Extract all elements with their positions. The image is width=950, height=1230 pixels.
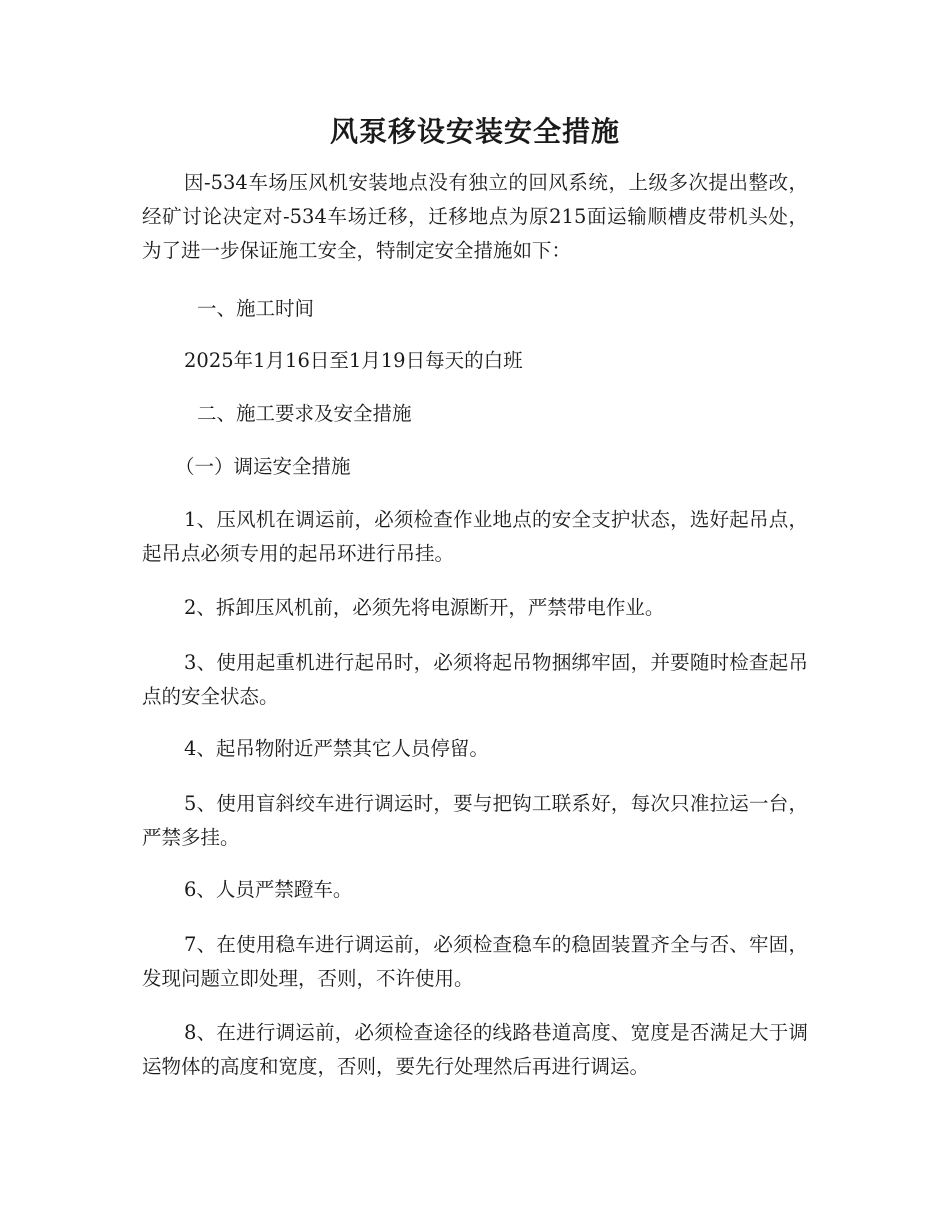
section-heading-requirements: 二、施工要求及安全措施 <box>197 402 412 425</box>
list-item: 1、压风机在调运前，必须检查作业地点的安全支护状态，选好起吊点，起吊点必须专用的起吊环进行吊挂。 <box>142 508 808 565</box>
list-item: 4、起吊物附近严禁其它人员停留。 <box>184 737 489 760</box>
list-item: 3、使用起重机进行起吊时，必须将起吊物捆绑牢固，并要随时检查起吊点的安全状态。 <box>142 651 808 708</box>
document-title: 风泵移设安装安全措施 <box>329 115 620 148</box>
schedule-text: 2025年1月16日至1月19日每天的白班 <box>184 349 523 372</box>
list-item: 2、拆卸压风机前，必须先将电源断开，严禁带电作业。 <box>184 596 665 619</box>
list-item: 8、在进行调运前，必须检查途径的线路巷道高度、宽度是否满足大于调运物体的高度和宽度，否则，要先行处理然后再进行调运。 <box>142 1021 808 1078</box>
section-heading-schedule: 一、施工时间 <box>197 297 315 320</box>
list-item: 6、人员严禁蹬车。 <box>184 878 353 901</box>
intro-paragraph: 因-534车场压风机安装地点没有独立的回风系统，上级多次提出整改，经矿讨论决定对-534车场迁移，迁移地点为原215面运输顺槽皮带机头处，为了进一步保证施工安全，特制定安全措施如下： <box>142 171 808 262</box>
list-item: 5、使用盲斜绞车进行调运时，要与把钩工联系好，每次只准拉运一台，严禁多挂。 <box>142 792 808 849</box>
list-item: 7、在使用稳车进行调运前，必须检查稳车的稳固装置齐全与否、牢固，发现问题立即处理，否则，不许使用。 <box>142 933 808 990</box>
subsection-heading-transport: （一）调运安全措施 <box>175 455 351 478</box>
